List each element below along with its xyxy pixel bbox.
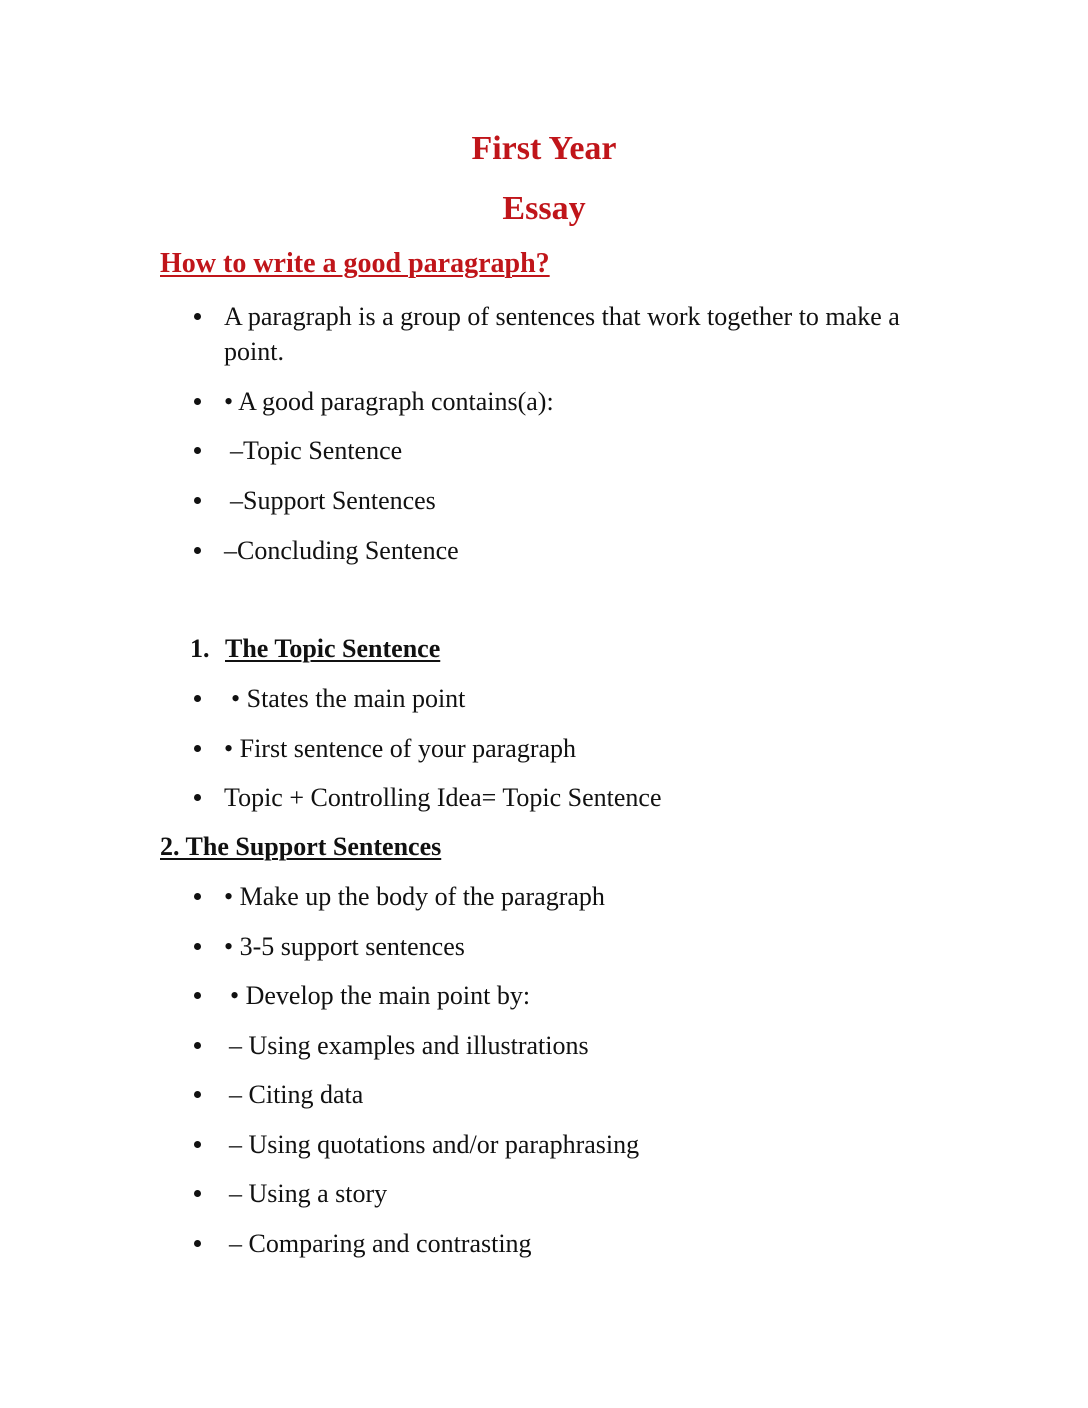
bullet-dot-icon (194, 447, 201, 454)
bullet-dot-icon (194, 547, 201, 554)
list-item-text: • States the main point (231, 684, 466, 713)
bullet-dot-icon (194, 745, 201, 752)
bullet-dot-icon (194, 1240, 201, 1247)
bullet-dot-icon (194, 313, 201, 320)
list-item-text: A paragraph is a group of sentences that work together to make a point. (224, 302, 900, 366)
list-item-text: – Using quotations and/or paraphrasing (229, 1130, 640, 1159)
list-item-text: Topic + Controlling Idea= Topic Sentence (224, 783, 662, 812)
list-item-text: – Citing data (229, 1080, 364, 1109)
document-title: First Year (471, 130, 617, 167)
list-item-text: –Concluding Sentence (224, 536, 459, 565)
list-item-text: • A good paragraph contains(a): (224, 387, 554, 416)
list-item-text: – Using a story (229, 1179, 388, 1208)
section-title: 2. The Support Sentences (160, 832, 442, 861)
bullet-dot-icon (194, 1141, 201, 1148)
bullet-dot-icon (194, 1091, 201, 1098)
list-item-text: –Topic Sentence (230, 436, 403, 465)
bullet-dot-icon (194, 1042, 201, 1049)
section-title: The Topic Sentence (225, 634, 441, 663)
section-heading-main: How to write a good paragraph? (160, 248, 550, 279)
bullet-dot-icon (194, 695, 201, 702)
bullet-dot-icon (194, 893, 201, 900)
section-heading-topic-sentence (190, 631, 440, 666)
list-item-text: – Comparing and contrasting (229, 1229, 532, 1258)
section-number: 1. (190, 634, 210, 663)
list-item-text: • Develop the main point by: (230, 981, 531, 1010)
list-item-text: – Using examples and illustrations (229, 1031, 589, 1060)
bullet-dot-icon (194, 794, 201, 801)
list-item-text: –Support Sentences (230, 486, 436, 515)
document-subtitle: Essay (502, 190, 586, 227)
list-item-text: • 3-5 support sentences (224, 932, 465, 961)
bullet-dot-icon (194, 943, 201, 950)
bullet-dot-icon (194, 398, 201, 405)
bullet-dot-icon (194, 992, 201, 999)
bullet-dot-icon (194, 497, 201, 504)
bullet-dot-icon (194, 1190, 201, 1197)
section-heading-support-sentences (160, 829, 441, 864)
list-item-text: • First sentence of your paragraph (224, 734, 577, 763)
list-item-text: • Make up the body of the paragraph (224, 882, 605, 911)
